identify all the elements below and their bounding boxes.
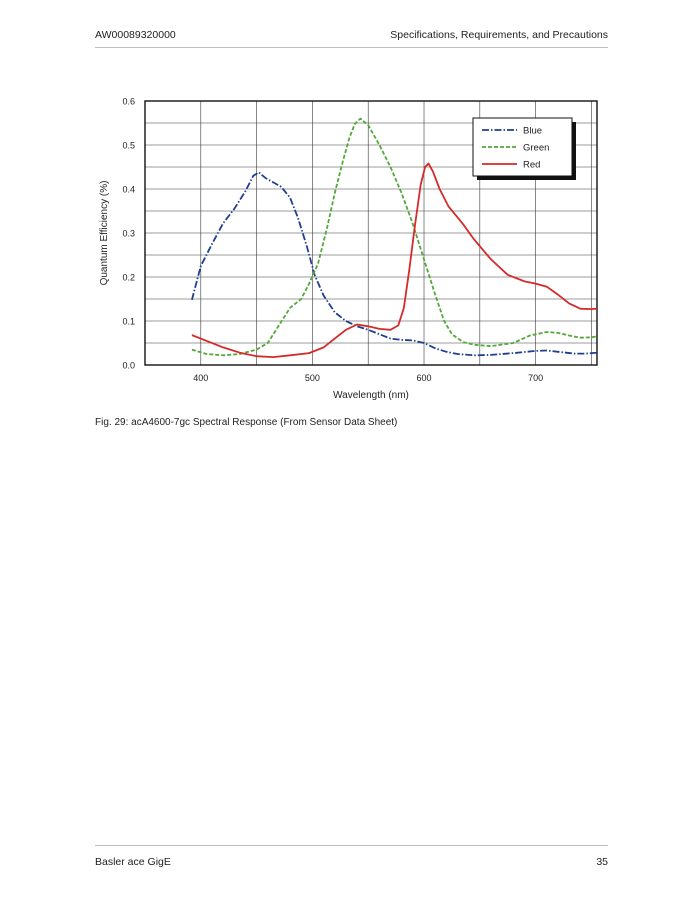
y-tick-label: 0.4 — [122, 184, 135, 195]
page-number: 35 — [596, 856, 608, 868]
y-tick-label: 0.3 — [122, 228, 135, 239]
x-tick-label: 500 — [304, 373, 320, 383]
x-tick-label: 600 — [416, 373, 432, 383]
x-tick-label: 400 — [193, 373, 209, 383]
legend-label-green: Green — [523, 142, 550, 154]
x-tick-label: 700 — [528, 373, 544, 383]
series-line-red — [192, 164, 597, 358]
product-name: Basler ace GigE — [95, 856, 171, 868]
x-axis-title: Wavelength (nm) — [333, 390, 409, 401]
figure-caption: Fig. 29: acA4600-7gc Spectral Response (From Sensor Data Sheet) — [95, 417, 398, 428]
y-tick-label: 0.1 — [122, 316, 135, 327]
legend-label-red: Red — [523, 159, 541, 171]
y-axis-title: Quantum Efficiency (%) — [99, 180, 110, 286]
page-footer — [95, 856, 608, 870]
y-tick-label: 0.2 — [122, 272, 135, 283]
spectral-response-chart — [0, 0, 677, 410]
y-tick-label: 0.0 — [122, 360, 135, 371]
y-tick-label: 0.5 — [122, 140, 135, 151]
section-title: Specifications, Requirements, and Precautions — [390, 29, 608, 41]
legend-label-blue: Blue — [523, 125, 543, 137]
y-tick-label: 0.6 — [122, 96, 135, 107]
document-id: AW00089320000 — [95, 29, 176, 41]
footer-rule — [95, 845, 608, 846]
